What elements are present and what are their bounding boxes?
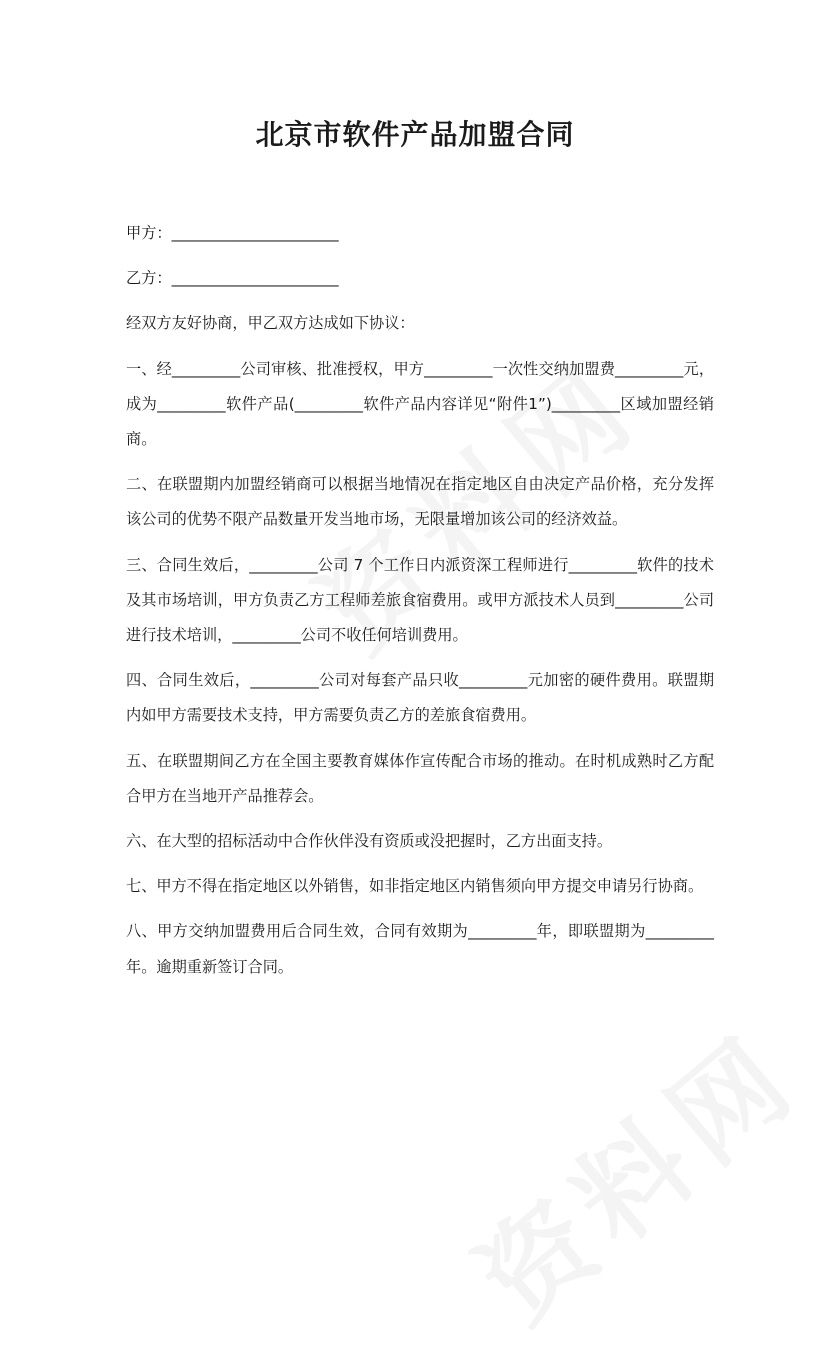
contract-body (126, 216, 714, 985)
clause-3: 三、合同生效后，_________公司 7 个工作日内派资深工程师进行_________软件的技术及其市场培训，甲方负责乙方工程师差旅食宿费用。或甲方派技术人员到_________公司进行技术培训，_________公司不收任何培训费用。 (126, 555, 714, 645)
document-title: 北京市软件产品加盟合同 (255, 118, 575, 151)
clause-8: 八、甲方交纳加盟费用后合同生效，合同有效期为_________年，即联盟期为_________年。逾期重新签订合同。 (126, 922, 714, 976)
party-b-line: 乙方：______________________ (126, 269, 339, 288)
clause-4: 四、合同生效后，_________公司对每套产品只收_________元加密的硬件费用。联盟期内如甲方需要技术支持，甲方需要负责乙方的差旅食宿费用。 (126, 671, 714, 725)
party-a-line: 甲方：______________________ (126, 224, 339, 242)
clause-7: 七、甲方不得在指定地区以外销售，如非指定地区内销售须向甲方提交申请另行协商。 (126, 877, 704, 896)
agreement-intro: 经双方友好协商，甲乙双方达成如下协议： (126, 314, 415, 333)
clause-1: 一、经_________公司审核、批准授权，甲方_________一次性交纳加盟费_________元，成为_________软件产品(_________软件产品内容详见“附件1”)_________区域加盟经销商。 (126, 359, 714, 449)
clause-2: 二、在联盟期内加盟经销商可以根据当地情况在指定地区自由决定产品价格，充分发挥该公司的优势不限产品数量开发当地市场，无限量增加该公司的经济效益。 (126, 475, 714, 529)
clause-5: 五、在联盟期间乙方在全国主要教育媒体作宣传配合市场的推动。在时机成熟时乙方配合甲方在当地开产品推荐会。 (126, 751, 714, 805)
watermark (440, 991, 827, 1351)
clause-6: 六、在大型的招标活动中合作伙伴没有资质或没把握时，乙方出面支持。 (126, 832, 612, 851)
